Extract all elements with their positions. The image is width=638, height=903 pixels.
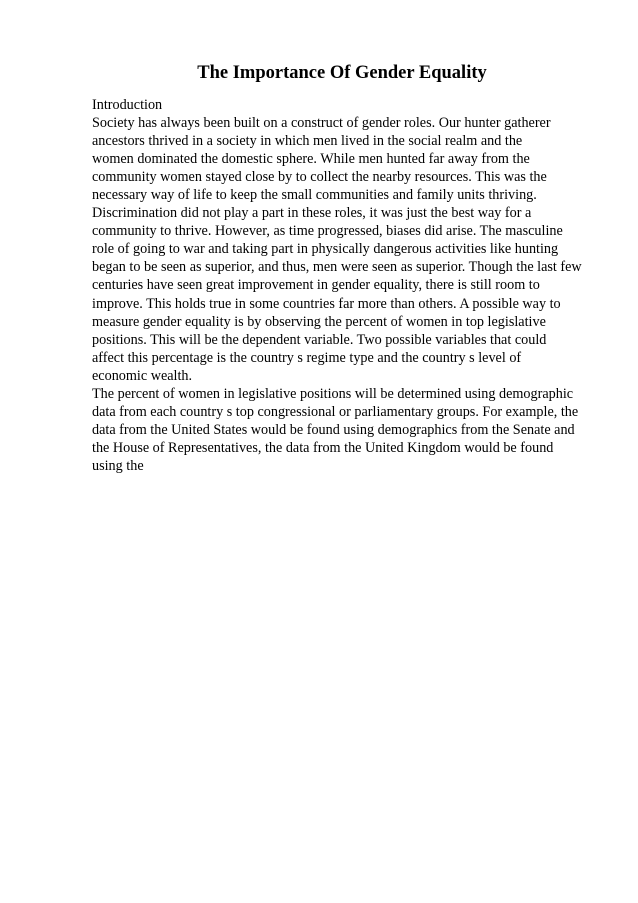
paragraph-line: The percent of women in legislative positions will be determined using demographic — [92, 385, 574, 402]
paragraph-line: role of going to war and taking part in physically dangerous activities like hunting — [92, 241, 559, 258]
paragraph-line: community women stayed close by to collect the nearby resources. This was the — [92, 169, 547, 186]
paragraph-line: community to thrive. However, as time progressed, biases did arise. The masculine — [92, 223, 563, 240]
page-title: The Importance Of Gender Equality — [197, 63, 487, 83]
paragraph-line: measure gender equality is by observing the percent of women in top legislative — [92, 313, 546, 330]
paragraph-line: data from the United States would be found using demographics from the Senate and — [92, 421, 575, 438]
paragraph-line: positions. This will be the dependent variable. Two possible variables that could — [92, 331, 547, 348]
paragraph-line: using the — [92, 457, 144, 474]
paragraph-line: data from each country s top congressional or parliamentary groups. For example, the — [92, 403, 579, 420]
paragraph-line: began to be seen as superior, and thus, men were seen as superior. Though the last few — [92, 259, 582, 276]
section-heading-introduction: Introduction — [92, 97, 163, 113]
paragraph-line: centuries have seen great improvement in gender equality, there is still room to — [92, 277, 540, 294]
paragraph-line: ancestors thrived in a society in which men lived in the social realm and the — [92, 133, 523, 150]
paragraph-line: improve. This holds true in some countries far more than others. A possible way to — [92, 295, 561, 312]
paragraph-line: economic wealth. — [92, 367, 193, 384]
paragraph-line: affect this percentage is the country s regime type and the country s level of — [92, 349, 522, 366]
paragraph-line: necessary way of life to keep the small communities and family units thriving. — [92, 187, 537, 204]
paragraph-line: women dominated the domestic sphere. While men hunted far away from the — [92, 151, 530, 168]
paragraph-line: Discrimination did not play a part in these roles, it was just the best way for a — [92, 205, 532, 222]
paragraph-line: the House of Representatives, the data from the United Kingdom would be found — [92, 439, 554, 456]
paragraph-line: Society has always been built on a construct of gender roles. Our hunter gatherer — [92, 115, 551, 132]
body-text — [92, 96, 612, 475]
